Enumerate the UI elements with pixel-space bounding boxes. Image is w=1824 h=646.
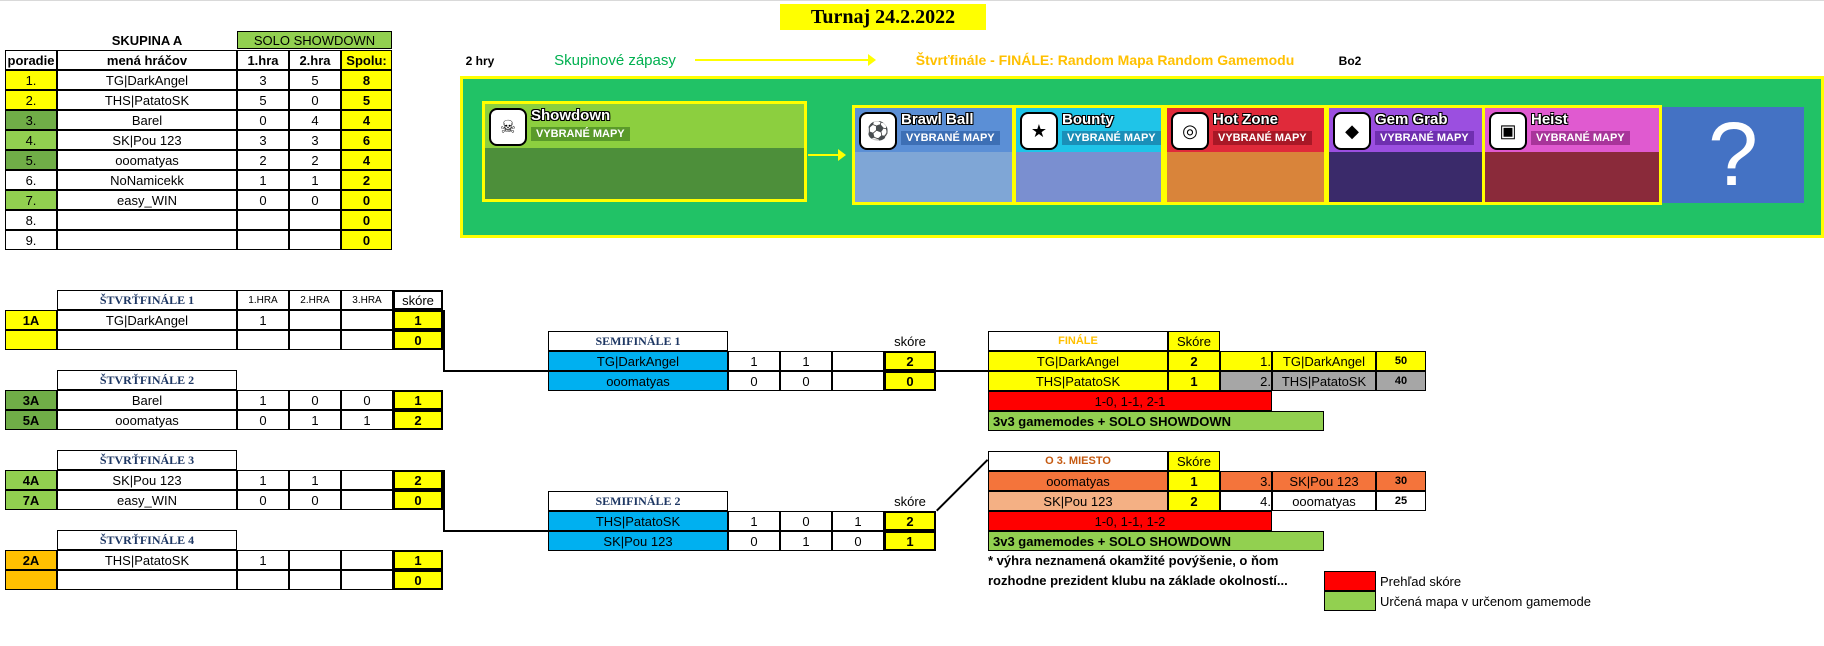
gamemode-note: 3v3 gamemodes + SOLO SHOWDOWN bbox=[988, 531, 1324, 551]
player-name: ooomatyas bbox=[988, 471, 1168, 491]
match-score: 0 bbox=[393, 490, 443, 510]
mode-icon: ◎ bbox=[1171, 112, 1209, 150]
match-score: 2 bbox=[1168, 351, 1220, 371]
game1-score: 3 bbox=[237, 70, 289, 90]
player-name: easy_WIN bbox=[57, 190, 237, 210]
game1-score bbox=[237, 330, 289, 350]
player-name bbox=[57, 570, 237, 590]
game2-score: 2 bbox=[289, 150, 341, 170]
group-header-2: 1.hra bbox=[237, 50, 289, 70]
game3-score bbox=[832, 371, 884, 391]
group-title: SKUPINA A bbox=[111, 32, 183, 48]
bracket-line bbox=[443, 310, 445, 370]
game2-score: 1 bbox=[289, 170, 341, 190]
selected-maps-tag: VYBRANÉ MAPY bbox=[1213, 131, 1312, 145]
total-score: 6 bbox=[341, 130, 392, 150]
game2-score bbox=[289, 570, 341, 590]
player-name: TG|DarkAngel bbox=[57, 310, 237, 330]
seed-cell bbox=[5, 570, 57, 590]
game3-score bbox=[341, 490, 393, 510]
group-mode: SOLO SHOWDOWN bbox=[237, 31, 392, 49]
seed-cell: 5A bbox=[5, 410, 57, 430]
selected-maps-tag: VYBRANÉ MAPY bbox=[1375, 131, 1474, 145]
player-name: THS|PatatoSK bbox=[548, 511, 728, 531]
playoff-label: Štvrťfinále - FINÁLE: Random Mapa Random Gamemodu bbox=[915, 52, 1295, 68]
match-score: 2 bbox=[884, 511, 936, 531]
player-name: ooomatyas bbox=[57, 410, 237, 430]
game1-score: 0 bbox=[237, 490, 289, 510]
mystery-mode-card[interactable]: ? bbox=[1662, 107, 1804, 203]
rank-cell: 9. bbox=[5, 230, 57, 250]
selected-maps-tag: VYBRANÉ MAPY bbox=[901, 131, 1000, 145]
mode-title: Bounty bbox=[1062, 111, 1114, 128]
group-stage-label: Skupinové zápasy bbox=[554, 51, 676, 69]
footnote-line2: rozhodne prezident klubu na základe okolností... bbox=[988, 572, 1288, 588]
game2-score: 3 bbox=[289, 130, 341, 150]
game2-score bbox=[289, 330, 341, 350]
selected-maps-tag: VYBRANÉ MAPY bbox=[1531, 131, 1630, 145]
selected-maps-tag: VYBRANÉ MAPY bbox=[1062, 131, 1161, 145]
player-name bbox=[57, 330, 237, 350]
game1-score: 0 bbox=[237, 190, 289, 210]
game3-score: 1 bbox=[832, 511, 884, 531]
group-header-4: Spolu: bbox=[341, 50, 392, 70]
player-name: THS|PatatoSK bbox=[988, 371, 1168, 391]
placement: 1. bbox=[1220, 351, 1272, 371]
rank-cell: 3. bbox=[5, 110, 57, 130]
placement: 2. bbox=[1220, 371, 1272, 391]
game1-score: 1 bbox=[237, 470, 289, 490]
player-name: SK|Pou 123 bbox=[548, 531, 728, 551]
mode-card-0[interactable] bbox=[482, 101, 807, 202]
result-summary: 1-0, 1-1, 2-1 bbox=[988, 391, 1272, 411]
player-name: SK|Pou 123 bbox=[57, 470, 237, 490]
match-score: 2 bbox=[393, 410, 443, 430]
game2-score: 4 bbox=[289, 110, 341, 130]
rank-cell: 1. bbox=[5, 70, 57, 90]
seed-cell: 1A bbox=[5, 310, 57, 330]
map-preview-image bbox=[855, 152, 1012, 202]
bracket-line bbox=[443, 370, 548, 372]
bracket-line bbox=[443, 530, 548, 532]
total-score: 0 bbox=[341, 210, 392, 230]
bracket-line bbox=[936, 370, 988, 372]
match-score: 1 bbox=[393, 550, 443, 570]
mode-card-2[interactable] bbox=[1013, 105, 1164, 205]
group-header-1: mená hráčov bbox=[57, 50, 237, 70]
mode-icon: ★ bbox=[1020, 112, 1058, 150]
player-name: TG|DarkAngel bbox=[548, 351, 728, 371]
game1-score: 1 bbox=[728, 351, 780, 371]
game2-score bbox=[289, 310, 341, 330]
score-header: skóre bbox=[393, 290, 443, 310]
player-name: TG|DarkAngel bbox=[57, 70, 237, 90]
mode-card-3[interactable] bbox=[1164, 105, 1327, 205]
game2-score: 0 bbox=[289, 90, 341, 110]
score-header: skóre bbox=[894, 333, 926, 349]
mode-title: Gem Grab bbox=[1375, 111, 1448, 128]
points: 25 bbox=[1376, 491, 1426, 511]
game1-score: 1 bbox=[237, 310, 289, 330]
game3-header: 3.HRA bbox=[341, 290, 393, 310]
placement: 3. bbox=[1220, 471, 1272, 491]
mode-card-4[interactable] bbox=[1326, 105, 1486, 205]
game1-score: 5 bbox=[237, 90, 289, 110]
total-score: 5 bbox=[341, 90, 392, 110]
match-score: 0 bbox=[393, 570, 443, 590]
game2-header: 2.HRA bbox=[289, 290, 341, 310]
player-name: ooomatyas bbox=[57, 150, 237, 170]
game2-score: 5 bbox=[289, 70, 341, 90]
total-score: 0 bbox=[341, 230, 392, 250]
player-name: Barel bbox=[57, 110, 237, 130]
game1-score bbox=[237, 210, 289, 230]
total-score: 0 bbox=[341, 190, 392, 210]
seed-cell: 4A bbox=[5, 470, 57, 490]
match-score: 0 bbox=[393, 330, 443, 350]
final-title: FINÁLE bbox=[988, 331, 1168, 351]
mode-title: Heist bbox=[1531, 111, 1568, 128]
player-name: easy_WIN bbox=[57, 490, 237, 510]
game1-score: 3 bbox=[237, 130, 289, 150]
footnote-line1: * výhra neznamená okamžité povýšenie, o ňom bbox=[988, 552, 1279, 568]
game1-score: 0 bbox=[728, 531, 780, 551]
arrow-head-icon bbox=[868, 54, 876, 66]
selected-maps-tag: VYBRANÉ MAPY bbox=[531, 127, 630, 141]
game3-score bbox=[341, 330, 393, 350]
match-score: 1 bbox=[1168, 371, 1220, 391]
tournament-title: Turnaj 24.2.2022 bbox=[780, 4, 986, 30]
semifinal-title: SEMIFINÁLE 1 bbox=[548, 331, 728, 351]
mode-card-1[interactable] bbox=[852, 105, 1015, 205]
group-header-3: 2.hra bbox=[289, 50, 341, 70]
game3-score bbox=[341, 570, 393, 590]
mode-icon: ⚽ bbox=[859, 112, 897, 150]
game3-score: 0 bbox=[341, 390, 393, 410]
best-of-label: Bo2 bbox=[1338, 54, 1362, 68]
total-score: 8 bbox=[341, 70, 392, 90]
seed-cell: 7A bbox=[5, 490, 57, 510]
game1-score: 2 bbox=[237, 150, 289, 170]
game1-score: 0 bbox=[728, 371, 780, 391]
ranked-player: TG|DarkAngel bbox=[1272, 351, 1376, 371]
rank-cell: 5. bbox=[5, 150, 57, 170]
mode-icon: ▣ bbox=[1489, 112, 1527, 150]
game1-score: 0 bbox=[237, 110, 289, 130]
player-name: THS|PatatoSK bbox=[57, 90, 237, 110]
legend-swatch bbox=[1324, 571, 1376, 591]
game3-score bbox=[341, 310, 393, 330]
game1-score bbox=[237, 230, 289, 250]
game2-score: 0 bbox=[289, 390, 341, 410]
map-preview-image bbox=[1485, 152, 1659, 202]
match-score: 1 bbox=[393, 310, 443, 330]
total-score: 2 bbox=[341, 170, 392, 190]
rank-cell: 7. bbox=[5, 190, 57, 210]
card-arrow-line bbox=[808, 154, 840, 156]
map-preview-image bbox=[1167, 152, 1324, 202]
gamemode-note: 3v3 gamemodes + SOLO SHOWDOWN bbox=[988, 411, 1324, 431]
seed-cell bbox=[5, 330, 57, 350]
match-score: 2 bbox=[884, 351, 936, 371]
game2-score: 1 bbox=[289, 470, 341, 490]
match-score: 1 bbox=[393, 390, 443, 410]
game1-score: 1 bbox=[237, 390, 289, 410]
match-score: 0 bbox=[884, 371, 936, 391]
legend-swatch bbox=[1324, 591, 1376, 611]
result-summary: 1-0, 1-1, 1-2 bbox=[988, 511, 1272, 531]
map-preview-image bbox=[1329, 152, 1483, 202]
player-name: SK|Pou 123 bbox=[988, 491, 1168, 511]
group-header-0: poradie bbox=[5, 50, 57, 70]
points: 40 bbox=[1376, 371, 1426, 391]
game2-score: 0 bbox=[289, 490, 341, 510]
game1-score: 1 bbox=[728, 511, 780, 531]
total-score: 4 bbox=[341, 150, 392, 170]
points: 50 bbox=[1376, 351, 1426, 371]
player-name: Barel bbox=[57, 390, 237, 410]
semifinal-title: SEMIFINÁLE 2 bbox=[548, 491, 728, 511]
game2-score: 1 bbox=[780, 531, 832, 551]
game1-header: 1.HRA bbox=[237, 290, 289, 310]
game2-score bbox=[289, 230, 341, 250]
game2-score: 0 bbox=[289, 190, 341, 210]
legend-label: Určená mapa v určenom gamemode bbox=[1380, 593, 1591, 609]
ranked-player: THS|PatatoSK bbox=[1272, 371, 1376, 391]
player-name: NoNamicekk bbox=[57, 170, 237, 190]
rank-cell: 4. bbox=[5, 130, 57, 150]
player-name: ooomatyas bbox=[548, 371, 728, 391]
game3-score bbox=[832, 351, 884, 371]
mode-icon: ◆ bbox=[1333, 112, 1371, 150]
game3-score bbox=[341, 550, 393, 570]
mode-title: Brawl Ball bbox=[901, 111, 974, 128]
total-score: 4 bbox=[341, 110, 392, 130]
score-header: Skóre bbox=[1168, 451, 1220, 471]
game2-score: 1 bbox=[289, 410, 341, 430]
game3-score bbox=[341, 470, 393, 490]
mode-title: Showdown bbox=[531, 107, 611, 124]
rank-cell: 2. bbox=[5, 90, 57, 110]
game3-score: 1 bbox=[341, 410, 393, 430]
quarterfinal-title: ŠTVRŤFINÁLE 3 bbox=[57, 450, 237, 470]
quarterfinal-title: ŠTVRŤFINÁLE 2 bbox=[57, 370, 237, 390]
game2-score bbox=[289, 550, 341, 570]
ranked-player: ooomatyas bbox=[1272, 491, 1376, 511]
bracket-line bbox=[443, 470, 445, 530]
sheet-top-border bbox=[0, 0, 1824, 1]
quarterfinal-title: ŠTVRŤFINÁLE 4 bbox=[57, 530, 237, 550]
card-arrow-icon bbox=[838, 149, 846, 161]
match-score: 1 bbox=[884, 531, 936, 551]
placement: 4. bbox=[1220, 491, 1272, 511]
rank-cell: 8. bbox=[5, 210, 57, 230]
game1-score: 1 bbox=[237, 170, 289, 190]
game1-score: 1 bbox=[237, 550, 289, 570]
rank-cell: 6. bbox=[5, 170, 57, 190]
player-name bbox=[57, 230, 237, 250]
quarterfinal-title: ŠTVRŤFINÁLE 1 bbox=[57, 290, 237, 310]
game2-score bbox=[289, 210, 341, 230]
player-name: THS|PatatoSK bbox=[57, 550, 237, 570]
score-header: skóre bbox=[894, 493, 926, 509]
match-score: 2 bbox=[1168, 491, 1220, 511]
games-label: 2 hry bbox=[465, 54, 495, 68]
player-name: SK|Pou 123 bbox=[57, 130, 237, 150]
arrow-line bbox=[695, 59, 870, 61]
map-preview-image bbox=[485, 148, 804, 199]
ranked-player: SK|Pou 123 bbox=[1272, 471, 1376, 491]
game2-score: 0 bbox=[780, 511, 832, 531]
seed-cell: 3A bbox=[5, 390, 57, 410]
game1-score: 0 bbox=[237, 410, 289, 430]
mode-card-5[interactable] bbox=[1482, 105, 1662, 205]
points: 30 bbox=[1376, 471, 1426, 491]
game2-score: 1 bbox=[780, 351, 832, 371]
game3-score: 0 bbox=[832, 531, 884, 551]
mode-title: Hot Zone bbox=[1213, 111, 1278, 128]
player-name: TG|DarkAngel bbox=[988, 351, 1168, 371]
player-name bbox=[57, 210, 237, 230]
match-score: 1 bbox=[1168, 471, 1220, 491]
score-header: Skóre bbox=[1168, 331, 1220, 351]
seed-cell: 2A bbox=[5, 550, 57, 570]
map-preview-image bbox=[1016, 152, 1161, 202]
match-score: 2 bbox=[393, 470, 443, 490]
mode-icon: ☠ bbox=[489, 108, 527, 146]
legend-label: Prehľad skóre bbox=[1380, 573, 1462, 589]
game1-score bbox=[237, 570, 289, 590]
third-title: O 3. MIESTO bbox=[988, 451, 1168, 471]
bracket-line bbox=[936, 459, 988, 511]
game2-score: 0 bbox=[780, 371, 832, 391]
